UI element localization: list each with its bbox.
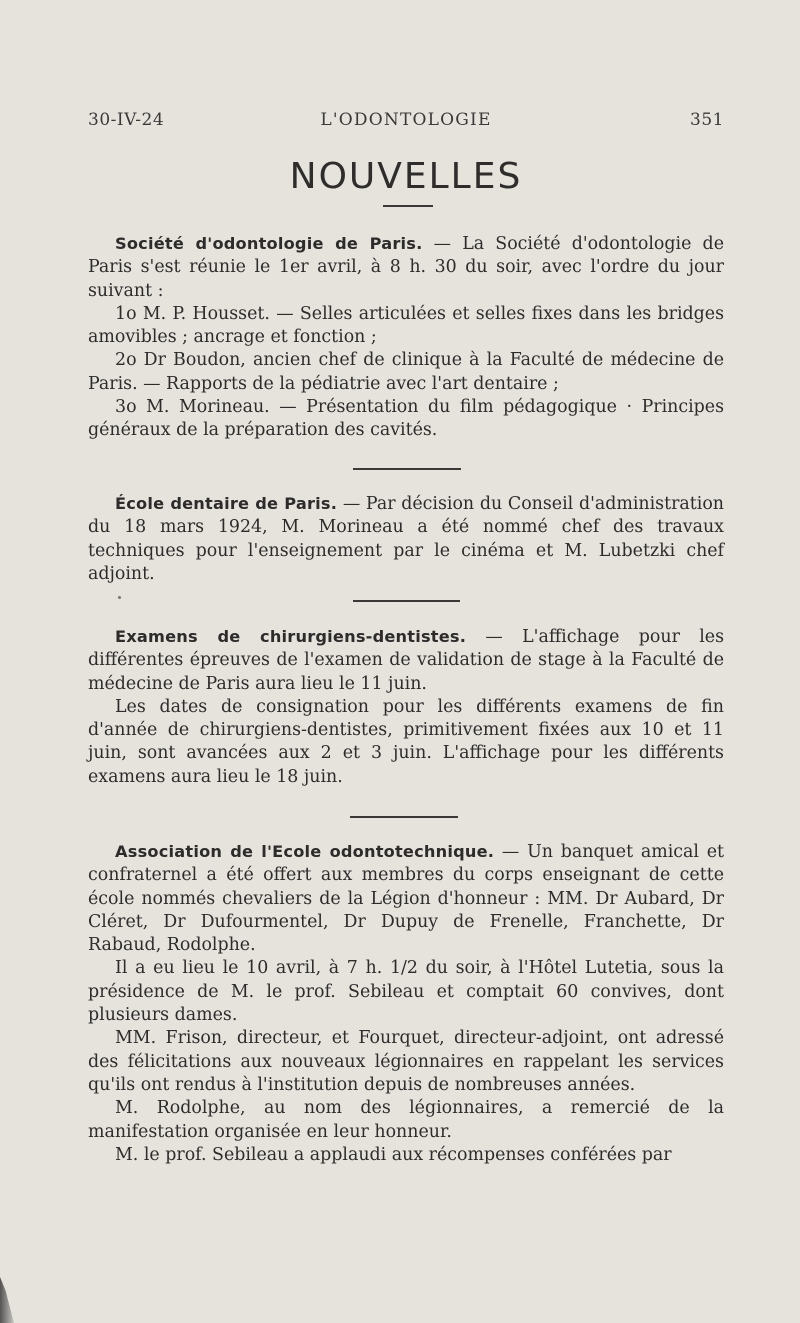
paragraph-text: — Par décision du Conseil d'administration du 18 mars 1924, M. Morineau a été nommé chef des travaux techniques pour l'enseignement par le cinéma et M. Lubetzki chef adjoint. [88, 494, 724, 584]
section-ecole-dentaire [88, 492, 724, 586]
section-heading: Association de l'Ecole odontotechnique. [115, 842, 495, 861]
section-heading: Examens de chirurgiens-dentistes. [115, 627, 467, 646]
paragraph-text: — Un banquet amical et confraternel a été offert aux membres du corps enseignant de cette école nommés chevaliers de la Légion d'honneur : MM. Dr Aubard, Dr Cléret, Dr Dufourmentel, Dr Dupuy de Frenelle, Franchette, Dr Rabaud, Rodolphe. [88, 842, 725, 956]
section-divider [350, 816, 458, 818]
page-number: 351 [690, 110, 724, 130]
title-rule [383, 205, 433, 207]
section-heading: Société d'odontologie de Paris. [115, 234, 423, 253]
page-title: NOUVELLES [289, 156, 523, 197]
section-societe [88, 232, 724, 443]
page-corner-shadow [0, 1277, 14, 1323]
section-heading: École dentaire de Paris. [115, 494, 338, 513]
paragraph-text: — L'affichage pour les différentes épreuves de l'examen de validation de stage à la Faculté de médecine de Paris aura lieu le 11 juin. [88, 627, 724, 694]
section-paragraph: 1o M. P. Housset. — Selles articulées et selles fixes dans les bridges amovibles ; ancrage et fonction ; [88, 303, 724, 348]
issue-date: 30-IV-24 [88, 110, 165, 130]
section-association [88, 840, 724, 1167]
paragraph-text: — La Société d'odontologie de Paris s'est réunie le 1er avril, à 8 h. 30 du soir, avec l'ordre du jour suivant : [88, 234, 724, 301]
section-paragraph: Il a eu lieu le 10 avril, à 7 h. 1/2 du soir, à l'Hôtel Lutetia, sous la présidence de M. le prof. Sebileau et comptait 60 convives, dont plusieurs dames. [88, 958, 724, 1026]
section-paragraph [88, 232, 724, 303]
journal-name: L'ODONTOLOGIE [320, 110, 492, 130]
section-paragraph [88, 840, 724, 957]
stray-dot [118, 596, 121, 599]
section-paragraph: 3o M. Morineau. — Présentation du film pédagogique · Principes généraux de la préparation des cavités. [88, 397, 724, 441]
section-paragraph: Les dates de consignation pour les différents examens de fin d'année de chirurgiens-dentistes, primitivement fixées aux 10 et 11 juin, sont avancées aux 2 et 3 juin. L'affichage pour les différents examens aura lieu le 18 juin. [88, 696, 724, 787]
section-paragraph: MM. Frison, directeur, et Fourquet, directeur-adjoint, ont adressé des félicitations aux nouveaux légionnaires en rappelant les services qu'ils ont rendus à l'institution depuis de nombreuses années. [88, 1028, 724, 1095]
section-examens [88, 625, 724, 789]
section-divider [353, 600, 460, 602]
section-paragraph: 2o Dr Boudon, ancien chef de clinique à la Faculté de médecine de Paris. — Rapports de la pédiatrie avec l'art dentaire ; [88, 350, 724, 394]
section-paragraph [88, 625, 724, 696]
section-paragraph [88, 492, 724, 586]
section-divider [353, 468, 461, 470]
section-paragraph: M. Rodolphe, au nom des légionnaires, a remercié de la manifestation organisée en leur honneur. [88, 1098, 724, 1142]
section-paragraph: M. le prof. Sebileau a applaudi aux récompenses conférées par [115, 1144, 672, 1165]
